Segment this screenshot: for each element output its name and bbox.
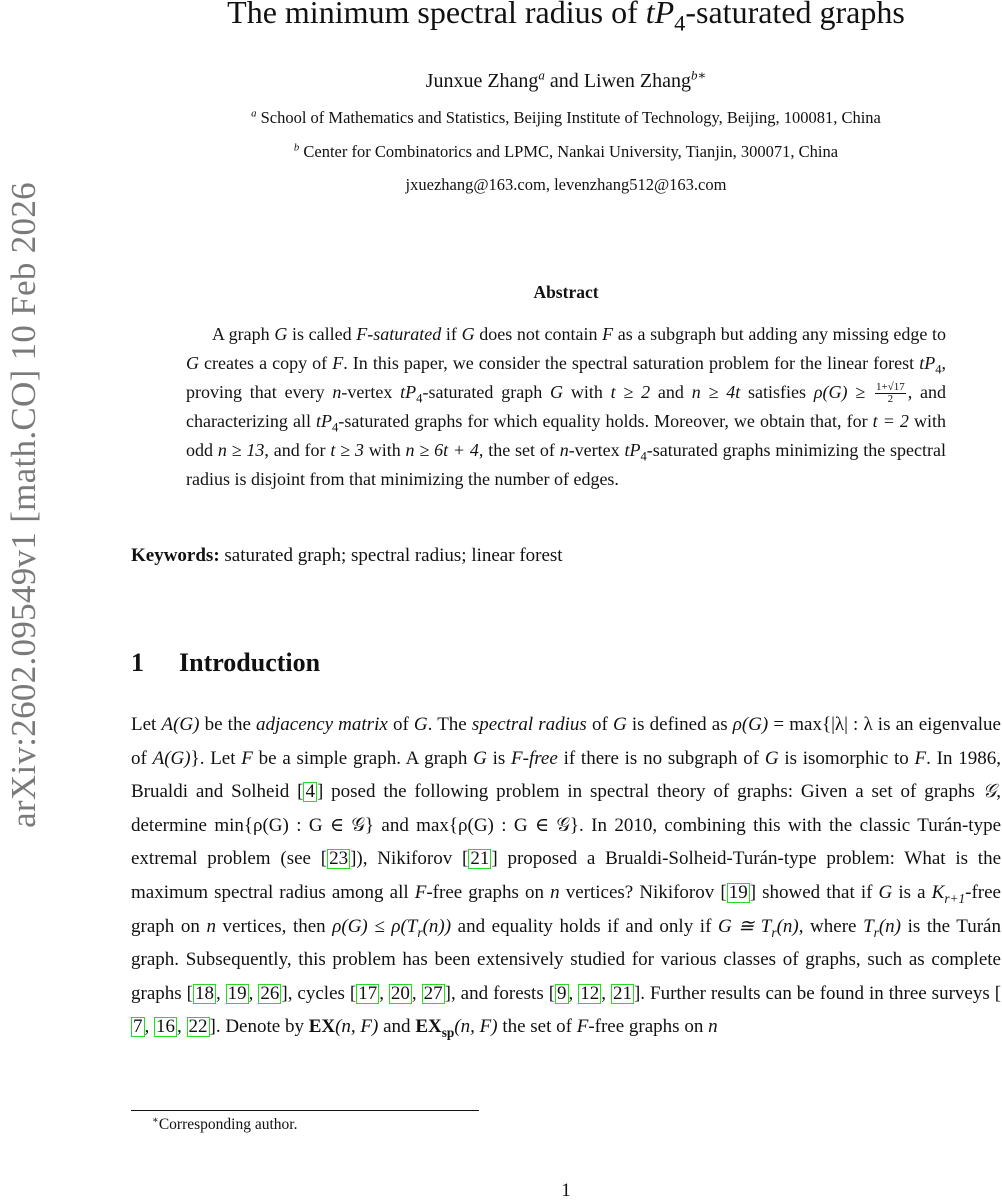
citation-link[interactable]: 7 <box>133 1016 143 1038</box>
citation-link[interactable]: 19 <box>728 881 748 903</box>
citation-link[interactable]: 19 <box>227 982 247 1004</box>
author-1: Junxue Zhang <box>425 70 539 92</box>
citation-link[interactable]: 23 <box>329 848 349 870</box>
citation-link[interactable]: 17 <box>358 982 378 1004</box>
keywords <box>131 545 563 567</box>
citation-link[interactable]: 27 <box>423 982 443 1004</box>
section-number: 1 <box>131 648 144 677</box>
footnote-divider <box>131 1110 479 1111</box>
arxiv-identifier: arXiv:2602.09549v1 [math.CO] 10 Feb 2026 <box>4 182 43 828</box>
citation-link[interactable]: 22 <box>188 1016 208 1038</box>
paper-title: The minimum spectral radius of $tP_4$-saturated graphs <box>227 0 905 36</box>
abstract-heading: Abstract <box>533 282 599 302</box>
section-title: Introduction <box>179 648 321 677</box>
section-heading <box>131 648 320 678</box>
footnote: ∗Corresponding author. <box>152 1114 298 1133</box>
fraction: $\frac{1+√17}{2}$ <box>875 381 905 406</box>
keywords-label: Keywords: <box>131 545 220 566</box>
citation-link[interactable]: 12 <box>580 982 600 1004</box>
citation-link[interactable]: 26 <box>260 982 280 1004</box>
author-list: Junxue Zhang$^a$ and Liwen Zhang$^{b∗}$ <box>425 67 707 92</box>
arxiv-stamp <box>2 120 46 890</box>
abstract-body: A graph G is called F-saturated if G does not contain F as a subgraph but adding any missing edge to G creates a copy of F. In this paper, we consider the spectral saturation problem for the linear forest $tP_4$, proving that every n-vertex $tP_4$-saturated graph G with t ≥ 2 and n ≥ 4t satisfies ρ(G) ≥ $\frac{1+√17}{2}$ , and characterizing all $tP_4$-saturated graphs for which equality holds. Moreover, we obtain that, for t = 2 with odd n ≥ 13, and for t ≥ 3 with n ≥ 6t + 4, the set of n-vertex $tP_4$-saturated graphs minimizing the spectral radius is disjoint from that minimizing the number of edges. <box>186 324 947 489</box>
citation-link[interactable]: 16 <box>156 1016 175 1038</box>
citation-link[interactable]: 9 <box>557 982 567 1004</box>
affiliation-b: $^b$ Center for Combinatorics and LPMC, Nankai University, Tianjin, 300071, China <box>293 141 839 161</box>
author-2: Liwen Zhang <box>583 70 691 92</box>
introduction-paragraph: Let A(G) be the adjacency matrix of G. The spectral radius of G is defined as ρ(G) = max{|λ| : λ is an eigenvalue of A(G)}. Let F be a simple graph. A graph G is F-free if there is no subgraph of G is isomorphic to F. In 1986, Brualdi and Solheid [ 4 ] posed the following problem in spectral theory of graphs: Given a set of graphs 𝒢, determine min{ρ(G) : G ∈ 𝒢} and max{ρ(G) : G ∈ 𝒢}. In 2010, combining this with the classic Turán-type extremal problem (see [ 23 ]), Nikiforov [ 21 ] proposed a Brualdi-Solheid-Turán-type problem: What is the maximum spectral radius among all F-free graphs on n vertices? Nikiforov [ 19 ] showed that if G is a $K_{r+1}$-free graph on n vertices, then $\rho(G) \le \rho(T_r(n))$ and equality holds if and only if G ≅ $T_r(n)$, where $T_r(n)$ is the Turán graph. Subsequently, this problem has been extensively studied for various classes of graphs, such as complete graphs [ 18 , 19 , 26 ], cycles [ 17 , 20 , 27 ], and forests [ 9 , 12 , 21 ]. Further results can be found in three surveys [7 , 16 , 22 ]. Denote by EX(n, F) and $EX_{sp}(n$, F) the set of F-free graphs on n <box>131 714 1002 1041</box>
keywords-list: saturated graph; spectral radius; linear forest <box>219 545 563 566</box>
citation-link[interactable]: 21 <box>470 848 490 870</box>
page-number: 1 <box>561 1180 571 1201</box>
affiliation-a: $^a$ School of Mathematics and Statistics, Beijing Institute of Technology, Beijing, 100081, China <box>251 107 881 127</box>
citation-link[interactable]: 21 <box>612 982 632 1004</box>
citation-link[interactable]: 18 <box>194 982 214 1004</box>
citation-link[interactable]: 20 <box>390 982 410 1004</box>
citation-link[interactable]: 4 <box>305 781 315 803</box>
author-emails: jxuezhang@163.com, levenzhang512@163.com <box>405 175 727 194</box>
